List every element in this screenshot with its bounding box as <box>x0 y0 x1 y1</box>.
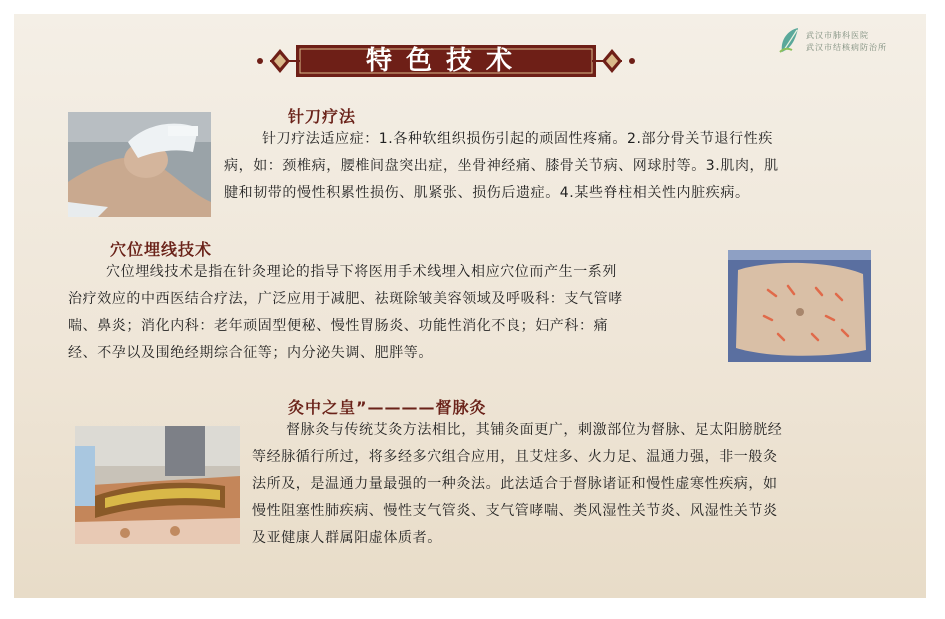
text-line: 腱和韧带的慢性积累性损伤、肌紧张、损伤后遗症。4.某些脊柱相关性内脏疾病。 <box>224 185 750 201</box>
text-line: 慢性阻塞性肺疾病、慢性支气管炎、支气管哮喘、类风湿性关节炎、风湿性关节炎 <box>252 503 778 519</box>
logo-name-line2: 武汉市结核病防治所 <box>806 43 887 52</box>
section-text-catgut <box>68 259 728 367</box>
governor-vessel-moxibustion-photo <box>75 426 240 544</box>
text-line: 法所及，是温通力量最强的一种灸法。此法适合于督脉诸证和慢性虚寒性疾病，如 <box>252 476 778 492</box>
text-line: 治疗效应的中西医结合疗法，广泛应用于减肥、祛斑除皱美容领域及呼吸科：支气管哮 <box>68 291 623 307</box>
section-heading-moxibustion: 灸中之皇”————督脉灸 <box>288 398 487 417</box>
abdomen-catgut-embedding-photo <box>728 250 871 362</box>
text-line: 及亚健康人群属阳虚体质者。 <box>252 530 442 546</box>
section-text-acupotomy <box>224 126 884 207</box>
title-banner <box>256 40 636 82</box>
text-line: 穴位埋线技术是指在针灸理论的指导下将医用手术线埋入相应穴位而产生一系列 <box>106 264 617 280</box>
text-line: 针刀疗法适应症：1.各种软组织损伤引起的顽固性疼痛。2.部分骨关节退行性疾 <box>262 131 773 147</box>
leaf-logo-icon <box>778 26 802 54</box>
logo-name-line1: 武汉市肺科医院 <box>806 31 869 40</box>
hospital-logo <box>776 22 896 58</box>
text-line: 督脉灸与传统艾灸方法相比，其铺灸面更广，刺激部位为督脉、足太阳膀胱经 <box>286 422 783 438</box>
section-heading-acupotomy: 针刀疗法 <box>288 107 357 126</box>
text-line: 经、不孕以及围绝经期综合征等；内分泌失调、肥胖等。 <box>68 345 433 361</box>
page-title: 特色技术 <box>365 46 526 76</box>
knee-acupotomy-photo <box>68 112 211 217</box>
section-heading-catgut: 穴位埋线技术 <box>110 240 213 259</box>
text-line: 等经脉循行所过，将多经多穴组合应用，且艾炷多、火力足、温通力强，非一般灸 <box>252 449 778 465</box>
text-line: 病，如：颈椎病，腰椎间盘突出症，坐骨神经痛、膝骨关节病、网球肘等。3.肌肉，肌 <box>224 158 779 174</box>
section-text-moxibustion <box>252 417 892 552</box>
text-line: 喘、鼻炎；消化内科：老年顽固型便秘、慢性胃肠炎、功能性消化不良；妇产科：痛 <box>68 318 609 334</box>
